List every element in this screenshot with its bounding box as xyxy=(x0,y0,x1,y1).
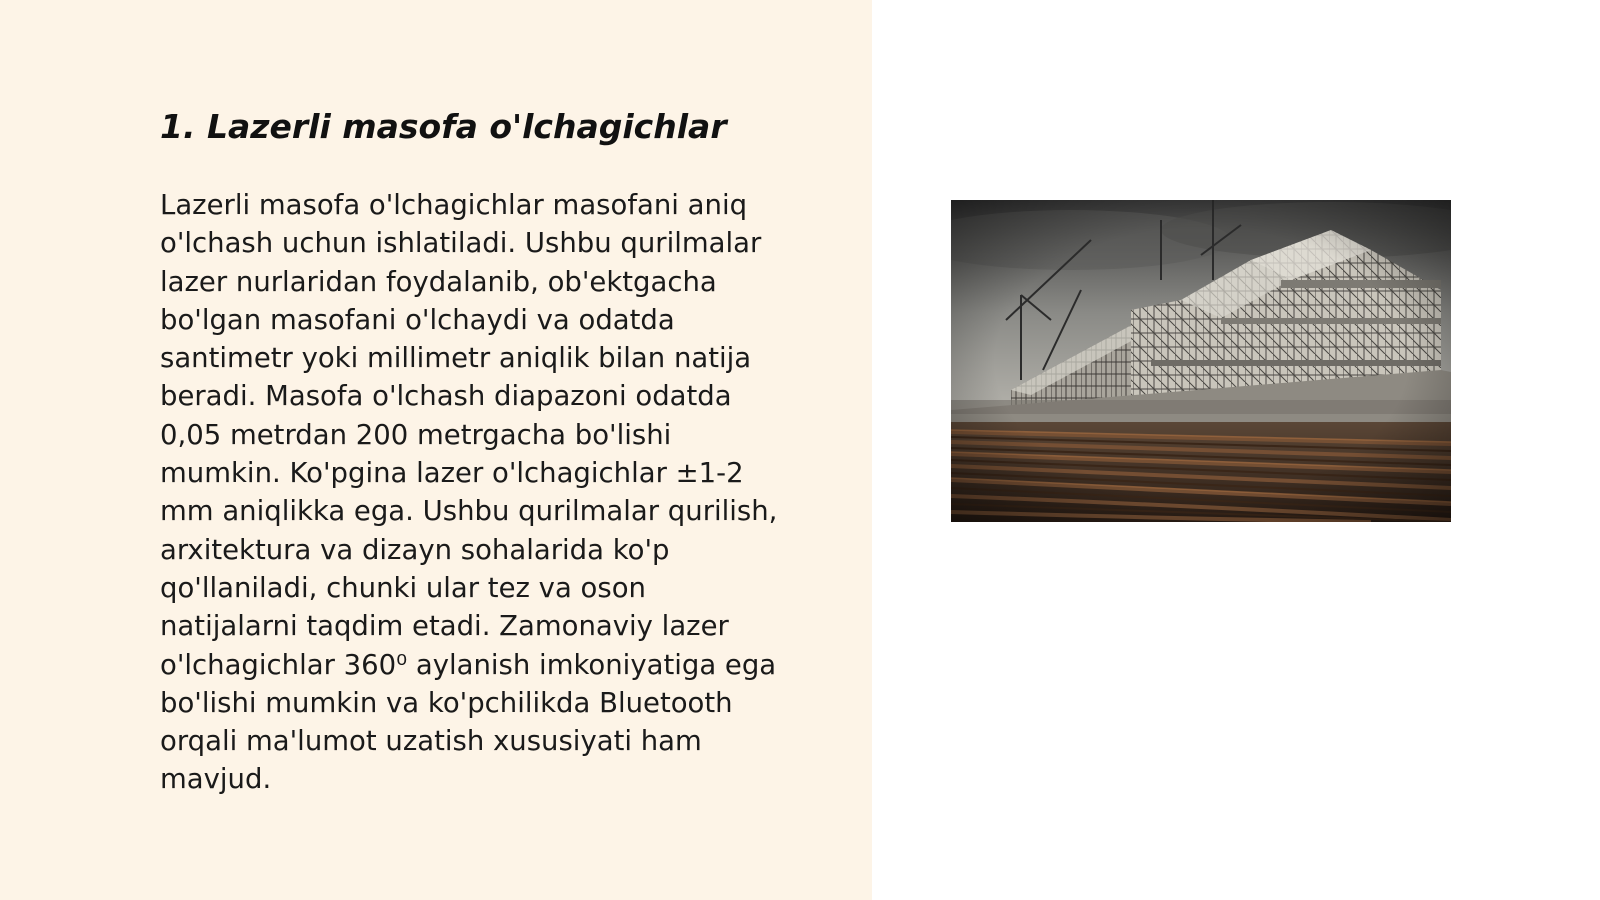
body-line: santimetr yoki millimetr aniqlik bilan natija xyxy=(160,342,752,375)
body-line: bo'lgan masofani o'lchaydi va odatda xyxy=(160,303,675,336)
body-line: o'lchagichlar 360⁰ aylanish imkoniyatiga ega xyxy=(160,648,777,681)
body-line: qo'llaniladi, chunki ular tez va oson xyxy=(160,571,646,604)
body-line: lazer nurlaridan foydalanib, ob'ektgacha xyxy=(160,265,717,298)
body-line: o'lchash uchun ishlatiladi. Ushbu qurilmalar xyxy=(160,227,762,260)
slide-heading: 1. Lazerli masofa o'lchagichlar xyxy=(160,107,727,146)
body-line: 0,05 metrdan 200 metrgacha bo'lishi xyxy=(160,418,672,451)
body-line: mm aniqlikka ega. Ushbu qurilmalar qurilish, xyxy=(160,495,778,528)
body-line: bo'lishi mumkin va ko'pchilikda Bluetooth xyxy=(160,686,733,719)
construction-site-photo-icon xyxy=(951,200,1451,522)
body-line: beradi. Masofa o'lchash diapazoni odatda xyxy=(160,380,732,413)
body-line: mumkin. Ko'pgina lazer o'lchagichlar ±1-2 xyxy=(160,457,744,490)
body-line: Lazerli masofa o'lchagichlar masofani aniq xyxy=(160,189,748,221)
slide-body-text xyxy=(160,186,850,799)
body-line: orqali ma'lumot uzatish xususiyati ham xyxy=(160,725,702,758)
body-line: arxitektura va dizayn sohalarida ko'p xyxy=(160,533,670,566)
construction-site-photo xyxy=(951,200,1451,522)
body-line: natijalarni taqdim etadi. Zamonaviy lazer xyxy=(160,610,729,643)
body-line: mavjud. xyxy=(160,763,272,796)
